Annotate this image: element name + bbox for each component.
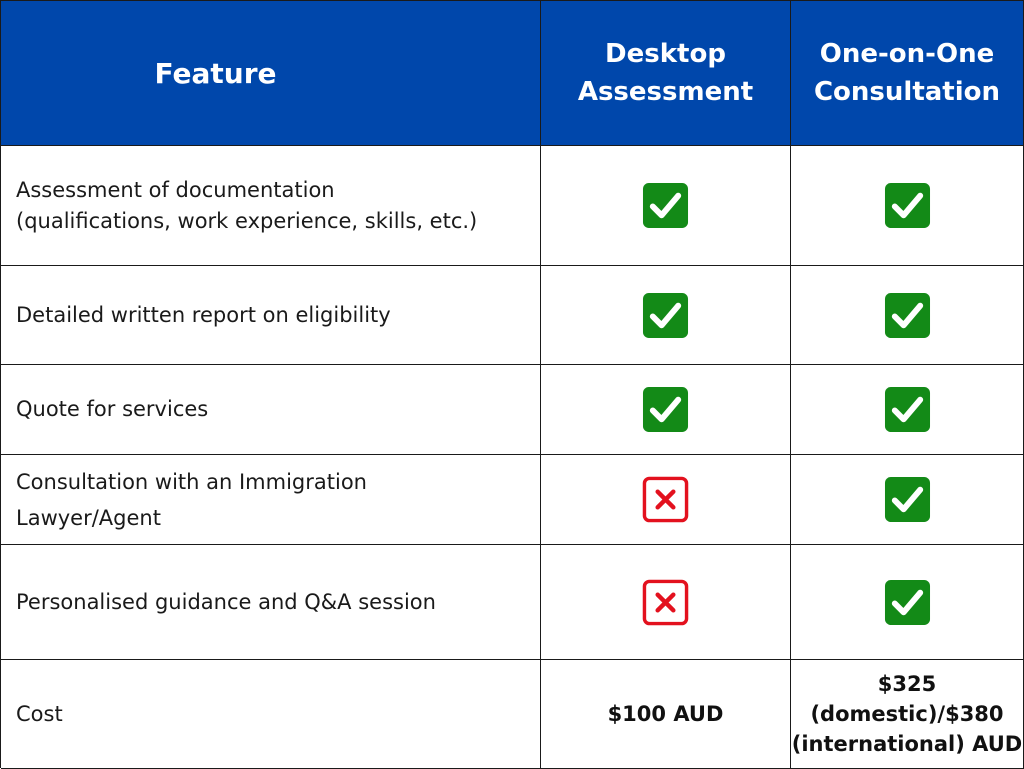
- feature-label-line: Personalised guidance and Q&A session: [16, 589, 436, 614]
- check-icon: [642, 386, 689, 433]
- table-row: [1, 365, 1024, 455]
- table-row: [1, 266, 1024, 365]
- feature-label-line: Quote for services: [16, 397, 209, 421]
- cost-label-cell: [1, 660, 541, 769]
- check-icon: [642, 182, 689, 229]
- consult-cost-line: $325: [877, 672, 937, 696]
- feature-label-line: Consultation with an Immigration: [16, 469, 367, 494]
- header-consult-line-1: One-on-One: [819, 39, 995, 69]
- desktop-cell: [541, 455, 791, 545]
- desktop-cell: [541, 266, 791, 365]
- table-row: [1, 545, 1024, 660]
- check-icon: [642, 292, 689, 339]
- check-icon: [884, 579, 931, 626]
- check-icon: [884, 182, 931, 229]
- cost-row: [1, 660, 1024, 769]
- feature-label-line: Assessment of documentation: [16, 177, 335, 202]
- feature-cell: [1, 266, 541, 365]
- table-row: [1, 455, 1024, 545]
- header-one-on-one-consultation: [791, 1, 1024, 146]
- header-desktop-line-2: Assessment: [577, 77, 754, 107]
- desktop-cell: [541, 365, 791, 455]
- check-icon: [884, 292, 931, 339]
- feature-label-line: Detailed written report on eligibility: [16, 302, 391, 327]
- header-feature: [1, 1, 541, 146]
- header-consult-line-2: Consultation: [813, 77, 1001, 107]
- desktop-cost: $100 AUD: [607, 702, 724, 726]
- feature-label-line: (qualifications, work experience, skills, etc.): [16, 208, 478, 233]
- cross-icon: [642, 476, 689, 523]
- feature-cell: [1, 365, 541, 455]
- check-icon: [884, 386, 931, 433]
- cost-label: Cost: [16, 701, 63, 726]
- consult-cost-cell: [791, 660, 1024, 769]
- consult-cost-line: (domestic)/$380: [810, 702, 1004, 726]
- consult-cell: [791, 266, 1024, 365]
- consult-cost-line: (international) AUD: [791, 732, 1023, 756]
- header-row: [1, 1, 1024, 146]
- header-feature-label: Feature: [154, 56, 277, 90]
- header-desktop-line-1: Desktop: [605, 39, 726, 69]
- consult-cell: [791, 146, 1024, 266]
- feature-cell: [1, 455, 541, 545]
- check-icon: [884, 476, 931, 523]
- feature-cell: [1, 545, 541, 660]
- feature-cell: [1, 146, 541, 266]
- feature-label-line: Lawyer/Agent: [16, 505, 161, 530]
- consult-cell: [791, 545, 1024, 660]
- table-row: [1, 146, 1024, 266]
- consult-cell: [791, 455, 1024, 545]
- desktop-cost-cell: [541, 660, 791, 769]
- cross-icon: [642, 579, 689, 626]
- desktop-cell: [541, 545, 791, 660]
- desktop-cell: [541, 146, 791, 266]
- header-desktop-assessment: [541, 1, 791, 146]
- consult-cell: [791, 365, 1024, 455]
